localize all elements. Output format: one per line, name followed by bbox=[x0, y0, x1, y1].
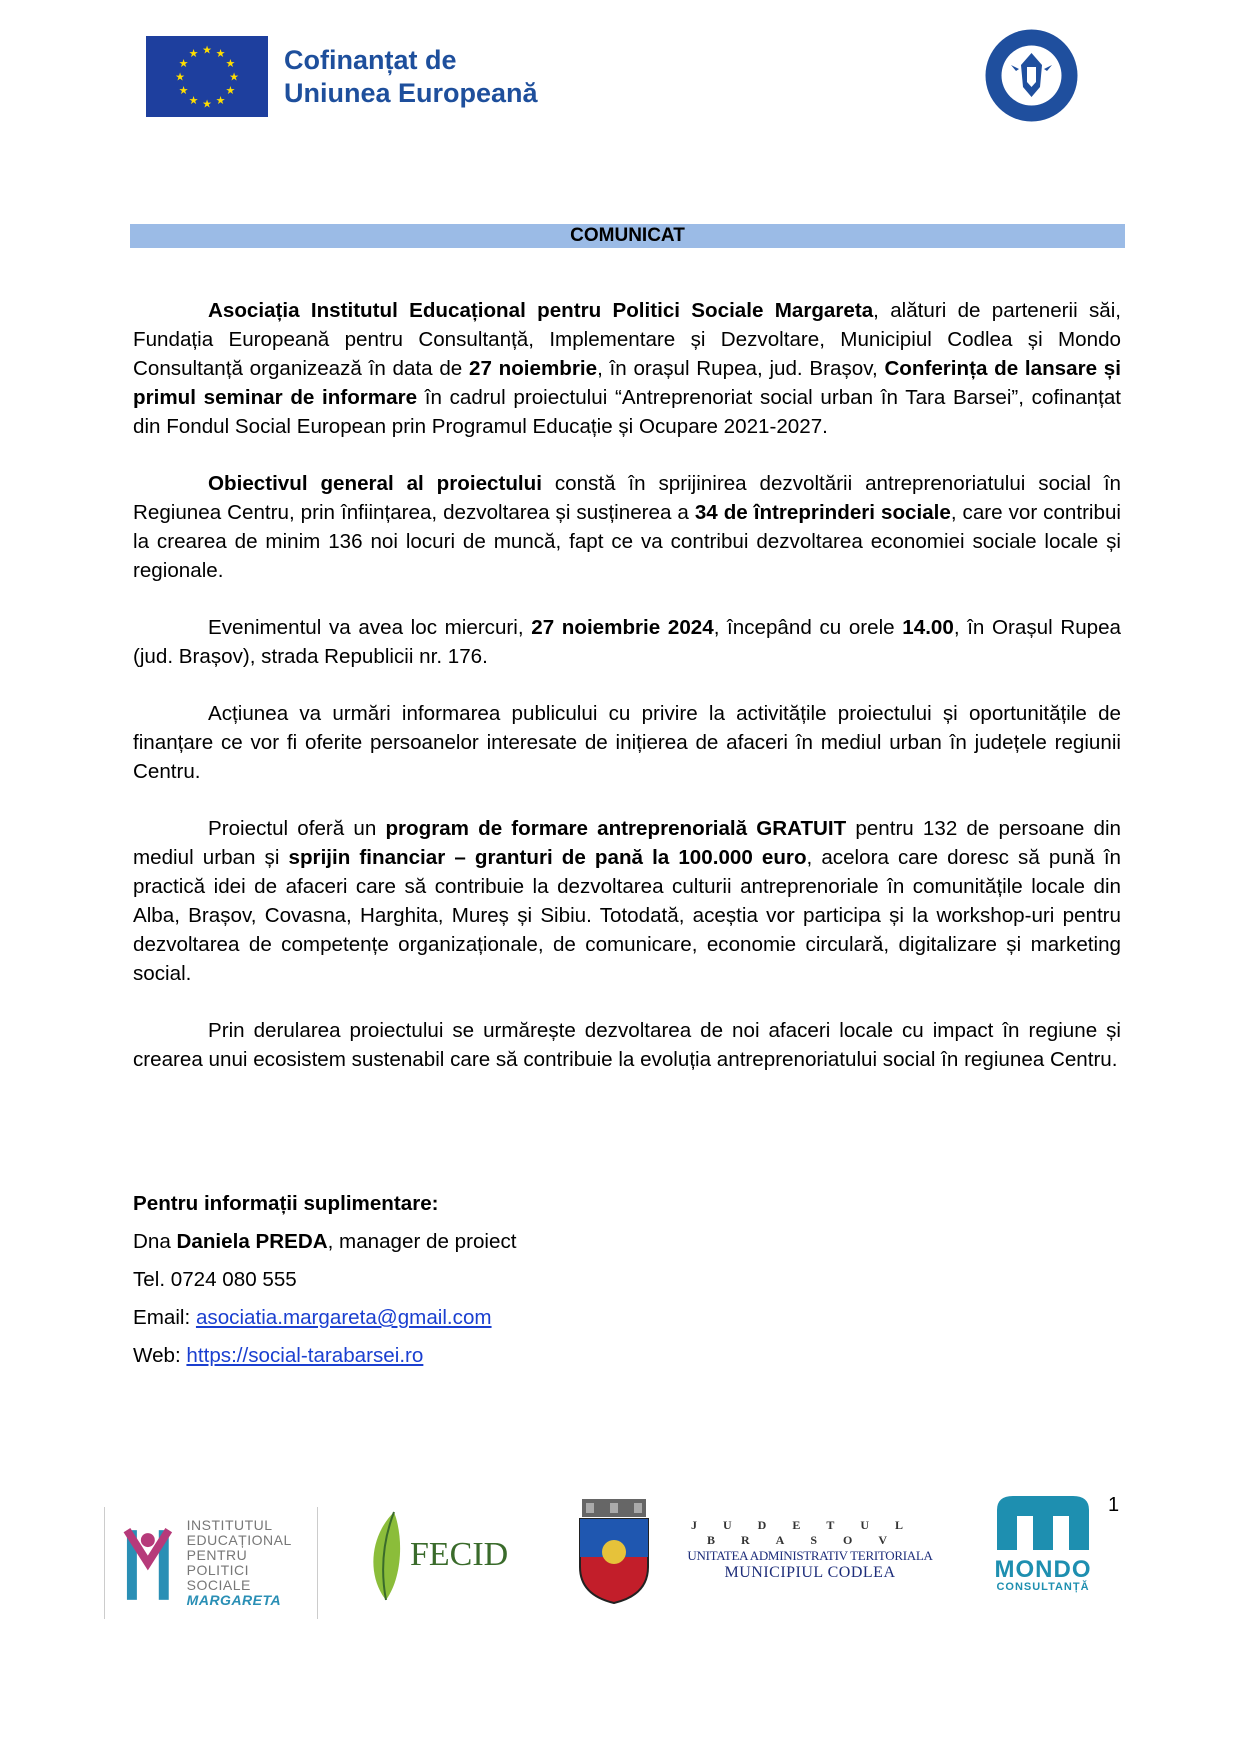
event-time: 14.00 bbox=[902, 616, 954, 639]
codlea-coat-of-arms-icon bbox=[576, 1497, 652, 1605]
text: , care vor contribui la crearea de minim 136 noi locuri de muncă, fapt ce va contribui dezvoltarea economiei sociale locale și regionale. bbox=[133, 501, 1121, 582]
mondo-word: MONDO bbox=[994, 1556, 1092, 1583]
paragraph-program bbox=[133, 814, 1121, 988]
text: Prin derularea proiectului se urmărește dezvoltarea de noi afaceri locale cu impact în regiune și crearea unui ecosistem sustenabil care să contribuie la evoluția antreprenoriatului social în regiunea Centru. bbox=[133, 1019, 1121, 1071]
uat-label: UNITATEA ADMINISTRATIV TERITORIALA bbox=[687, 1548, 933, 1563]
eu-star-icon: ★ bbox=[175, 71, 185, 84]
paragraph-conclusion bbox=[133, 1016, 1121, 1074]
mondo-consultanta-logo bbox=[990, 1490, 1096, 1593]
contact-phone: Tel. 0724 080 555 bbox=[133, 1268, 297, 1291]
imm-line: PENTRU bbox=[186, 1547, 248, 1563]
objective-label: Obiectivul general al proiectului bbox=[208, 472, 542, 495]
fecid-logo bbox=[366, 1505, 526, 1605]
contact-email bbox=[133, 1299, 516, 1337]
fecid-text: FECID bbox=[410, 1536, 509, 1573]
page-number: 1 bbox=[1108, 1494, 1120, 1516]
text: Acțiunea va urmări informarea publicului cu privire la activitățile proiectului și oportunitățile de finanțare ce vor fi oferite persoanelor interesate de inițierea de afaceri în mediul urban în județele regiunii Centru. bbox=[133, 702, 1121, 783]
web-label: Web: bbox=[133, 1344, 187, 1367]
text: , în orașul Rupea, jud. Brașov, bbox=[597, 357, 885, 380]
communique-body bbox=[133, 296, 1121, 1102]
leaf-icon bbox=[366, 1508, 406, 1603]
contact-block bbox=[133, 1185, 516, 1375]
eu-logo-line2: Uniunea Europeană bbox=[284, 77, 538, 108]
eu-star-icon: ★ bbox=[178, 85, 189, 97]
codlea-municipality-text bbox=[670, 1518, 950, 1582]
eu-star-icon: ★ bbox=[225, 58, 236, 70]
text: , alături de partenerii săi, Fundația Europeană pentru Consultanță, Implementare și Dezvoltare, Municipiul Codlea și Mondo Consultanță organizează în data de bbox=[133, 299, 1122, 380]
org-name: Asociația Institutul Educațional pentru Politici Sociale Margareta bbox=[208, 299, 874, 322]
imm-line: EDUCAȚIONAL bbox=[186, 1532, 292, 1548]
imm-line: INSTITUTUL bbox=[186, 1517, 273, 1533]
text: constă în sprijinirea dezvoltării antreprenoriatului social în Regiunea Centru, prin înființarea, dezvoltarea și susținerea a bbox=[133, 472, 1121, 524]
eu-star-icon: ★ bbox=[188, 94, 199, 107]
mondo-mark-icon bbox=[993, 1490, 1093, 1554]
text: , în Orașul Rupea (jud. Brașov), strada Republicii nr. 176. bbox=[133, 616, 1122, 668]
text: , acelora care doresc să pună în practică idei de afaceri care să contribuie la dezvoltarea culturii antreprenoriale în comunitățile locale din Alba, Brașov, Covasna, Harghita, Mureș și Sibiu. Totodată, aceștia vor participa și la workshop-uri pentru dezvoltarea de competențe organizaționale, de comunicare, economie circulară, digitalizare și marketing social. bbox=[133, 846, 1121, 985]
email-label: Email: bbox=[133, 1306, 196, 1329]
paragraph-event bbox=[133, 613, 1121, 671]
contact-heading: Pentru informații suplimentare: bbox=[133, 1192, 439, 1215]
enterprise-count: 34 de întreprinderi sociale bbox=[694, 501, 951, 524]
eu-logo-text bbox=[284, 44, 538, 110]
eu-flag-icon bbox=[146, 36, 268, 117]
eu-cofinancing-logo bbox=[146, 34, 578, 119]
email-link[interactable]: asociatia.margareta@gmail.com bbox=[195, 1306, 492, 1329]
eu-logo-line1: Cofinanțat de bbox=[284, 44, 457, 75]
eu-star-icon: ★ bbox=[202, 98, 212, 111]
imm-line: MARGARETA bbox=[186, 1592, 282, 1608]
eu-star-icon: ★ bbox=[188, 48, 199, 61]
paragraph-action bbox=[133, 699, 1121, 786]
text: , manager de proiect bbox=[327, 1230, 517, 1253]
institute-text bbox=[187, 1518, 317, 1608]
government-seal-icon bbox=[983, 27, 1080, 124]
financial-support: sprijin financiar – granturi de pană la 100.000 euro bbox=[288, 846, 807, 869]
eu-star-icon: ★ bbox=[178, 58, 189, 70]
eu-star-icon: ★ bbox=[215, 94, 226, 107]
text: Evenimentul va avea loc miercuri, bbox=[208, 616, 532, 639]
training-program: program de formare antreprenorială GRATUIT bbox=[385, 817, 847, 840]
paragraph-intro bbox=[133, 296, 1121, 441]
contact-name: Daniela PREDA bbox=[176, 1230, 328, 1253]
website-link[interactable]: https://social-tarabarsei.ro bbox=[186, 1344, 424, 1367]
eu-star-icon: ★ bbox=[202, 44, 212, 57]
county-label: JUDETUL BRASOV bbox=[690, 1518, 929, 1547]
text: pentru 132 de persoane din mediul urban și bbox=[133, 817, 1121, 869]
municipality-label: MUNICIPIUL CODLEA bbox=[724, 1564, 896, 1581]
communique-banner: COMUNICAT bbox=[130, 224, 1125, 248]
eu-star-icon: ★ bbox=[225, 85, 236, 97]
contact-web bbox=[133, 1337, 516, 1375]
event-name: Conferința de lansare și primul seminar de informare bbox=[133, 357, 1121, 409]
text: Proiectul oferă un bbox=[208, 817, 386, 840]
eu-star-icon: ★ bbox=[215, 48, 226, 61]
paragraph-objective bbox=[133, 469, 1121, 585]
text: Dna bbox=[133, 1230, 177, 1253]
event-full-date: 27 noiembrie 2024 bbox=[531, 616, 714, 639]
imm-line: POLITICI SOCIALE bbox=[186, 1562, 251, 1593]
event-date: 27 noiembrie bbox=[469, 357, 598, 380]
contact-person bbox=[133, 1223, 516, 1261]
eu-star-icon: ★ bbox=[229, 71, 239, 84]
text: , începând cu orele bbox=[713, 616, 903, 639]
mondo-sub: CONSULTANȚĂ bbox=[996, 1581, 1090, 1593]
text: în cadrul proiectului “Antreprenoriat social urban în Tara Barsei”, cofinanțat din Fondul Social European prin Programul Educație și Ocupare 2021-2027. bbox=[133, 386, 1121, 438]
institute-margareta-logo bbox=[104, 1507, 318, 1619]
institute-mark-icon bbox=[113, 1518, 183, 1608]
